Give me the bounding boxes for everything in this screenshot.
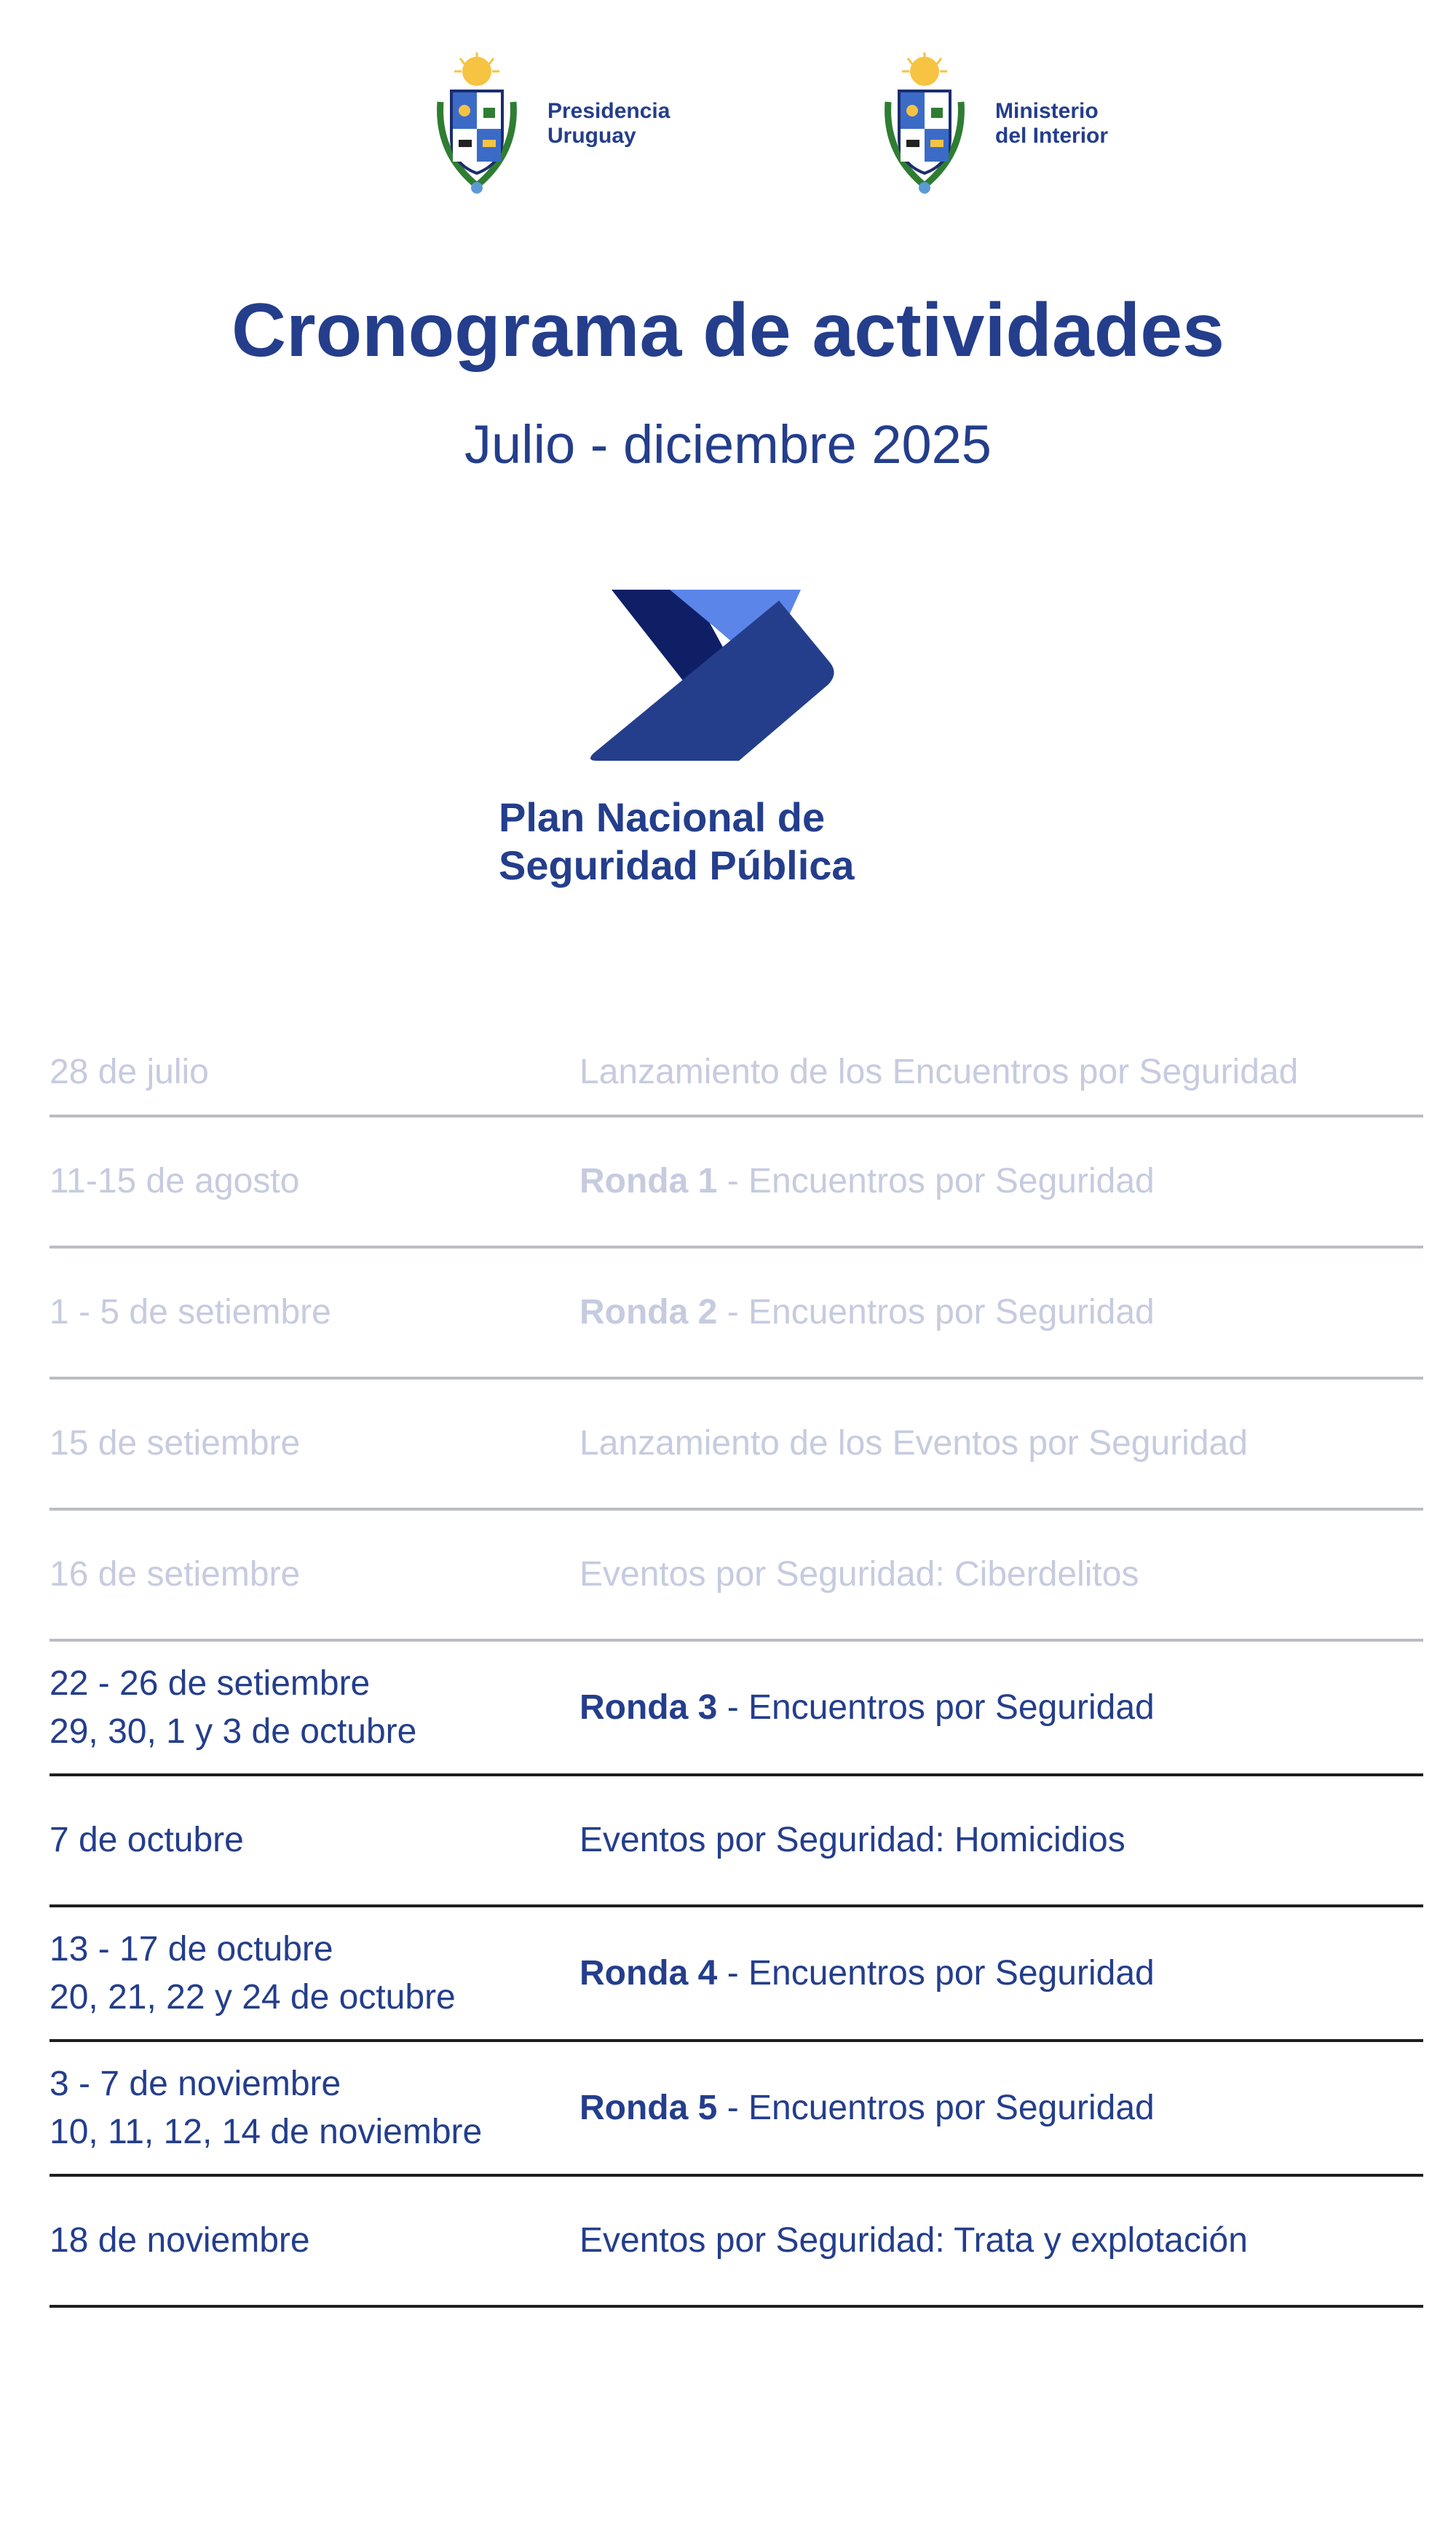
chevron-arrow-logo-icon	[582, 582, 844, 772]
schedule-date-line-1: 11-15 de agosto	[50, 1162, 300, 1200]
presidencia-logo	[422, 51, 670, 197]
schedule-round-label: Ronda 3	[579, 1688, 718, 1727]
schedule-table	[50, 1030, 1423, 2308]
ministerio-logo	[870, 51, 1108, 197]
schedule-event-text: - Encuentros por Seguridad	[717, 1953, 1155, 1993]
schedule-date	[50, 2060, 579, 2156]
logo-line-2: del Interior	[995, 124, 1109, 148]
logo-line-1: Ministerio	[995, 99, 1099, 123]
schedule-date	[50, 1551, 579, 1599]
schedule-event	[579, 2084, 1423, 2132]
schedule-date	[50, 1420, 579, 1468]
schedule-date-line-1: 18 de noviembre	[50, 2221, 310, 2260]
schedule-date-line-1: 28 de julio	[50, 1053, 209, 1091]
schedule-date-line-1: 3 - 7 de noviembre	[50, 2064, 341, 2103]
schedule-date	[50, 1289, 579, 1337]
page-title: Cronograma de actividades	[232, 288, 1224, 373]
schedule-date	[50, 1926, 579, 2022]
schedule-event-text: - Encuentros por Seguridad	[717, 1162, 1155, 1200]
schedule-event-text: - Encuentros por Seguridad	[717, 2088, 1155, 2127]
schedule-row	[50, 1030, 1423, 1117]
page-subtitle: Julio - diciembre 2025	[464, 414, 992, 475]
schedule-date	[50, 1816, 579, 1864]
schedule-event	[579, 1816, 1423, 1864]
schedule-row	[50, 1117, 1423, 1249]
schedule-date	[50, 1048, 579, 1096]
schedule-row	[50, 1642, 1423, 1776]
schedule-round-label: Ronda 5	[579, 2088, 718, 2127]
schedule-row	[50, 1776, 1423, 1907]
plan-line-1: Plan Nacional de	[499, 794, 826, 840]
schedule-row	[50, 2177, 1423, 2308]
schedule-row	[50, 1907, 1423, 2042]
schedule-event	[579, 1551, 1423, 1599]
schedule-event	[579, 1158, 1423, 1206]
schedule-date-line-1: 15 de setiembre	[50, 1424, 301, 1463]
schedule-event-text: - Encuentros por Seguridad	[717, 1293, 1155, 1332]
schedule-date-line-1: 22 - 26 de setiembre	[50, 1663, 371, 1703]
schedule-event	[579, 1950, 1423, 1998]
schedule-event	[579, 2217, 1423, 2265]
schedule-round-label: Ronda 2	[579, 1293, 718, 1332]
schedule-date-line-2: 29, 30, 1 y 3 de octubre	[50, 1712, 417, 1751]
presidencia-logo-text	[547, 99, 670, 149]
schedule-event-text: Eventos por Seguridad: Ciberdelitos	[579, 1555, 1139, 1594]
schedule-event-text: Eventos por Seguridad: Trata y explotación	[579, 2221, 1248, 2260]
uruguay-coat-of-arms-icon	[870, 51, 979, 197]
schedule-date	[50, 1660, 579, 1756]
schedule-event-text: Lanzamiento de los Eventos por Seguridad	[579, 1424, 1248, 1463]
schedule-row	[50, 2042, 1423, 2177]
schedule-event	[579, 1684, 1423, 1732]
schedule-event-text: Eventos por Seguridad: Homicidios	[579, 1821, 1125, 1859]
schedule-date-line-1: 16 de setiembre	[50, 1555, 301, 1594]
schedule-event	[579, 1420, 1423, 1468]
schedule-date-line-2: 10, 11, 12, 14 de noviembre	[50, 2112, 483, 2151]
schedule-row	[50, 1249, 1423, 1380]
schedule-row	[50, 1511, 1423, 1642]
ministerio-logo-text	[995, 99, 1108, 149]
schedule-date-line-1: 1 - 5 de setiembre	[50, 1293, 331, 1332]
logo-line-1: Presidencia	[547, 99, 670, 123]
schedule-date	[50, 1158, 579, 1206]
schedule-row	[50, 1380, 1423, 1511]
schedule-round-label: Ronda 4	[579, 1953, 718, 1993]
plan-logo-text	[499, 794, 855, 890]
schedule-date-line-1: 13 - 17 de octubre	[50, 1929, 333, 1969]
schedule-date	[50, 2217, 579, 2265]
schedule-event	[579, 1289, 1423, 1337]
schedule-round-label: Ronda 1	[579, 1162, 718, 1200]
schedule-event	[579, 1048, 1423, 1096]
plan-line-2: Seguridad Pública	[499, 842, 855, 888]
schedule-event-text: Lanzamiento de los Encuentros por Seguridad	[579, 1053, 1299, 1091]
schedule-event-text: - Encuentros por Seguridad	[717, 1688, 1155, 1727]
uruguay-coat-of-arms-icon	[422, 51, 531, 197]
schedule-date-line-2: 20, 21, 22 y 24 de octubre	[50, 1977, 456, 2017]
logo-line-2: Uruguay	[547, 124, 636, 148]
schedule-date-line-1: 7 de octubre	[50, 1821, 244, 1859]
